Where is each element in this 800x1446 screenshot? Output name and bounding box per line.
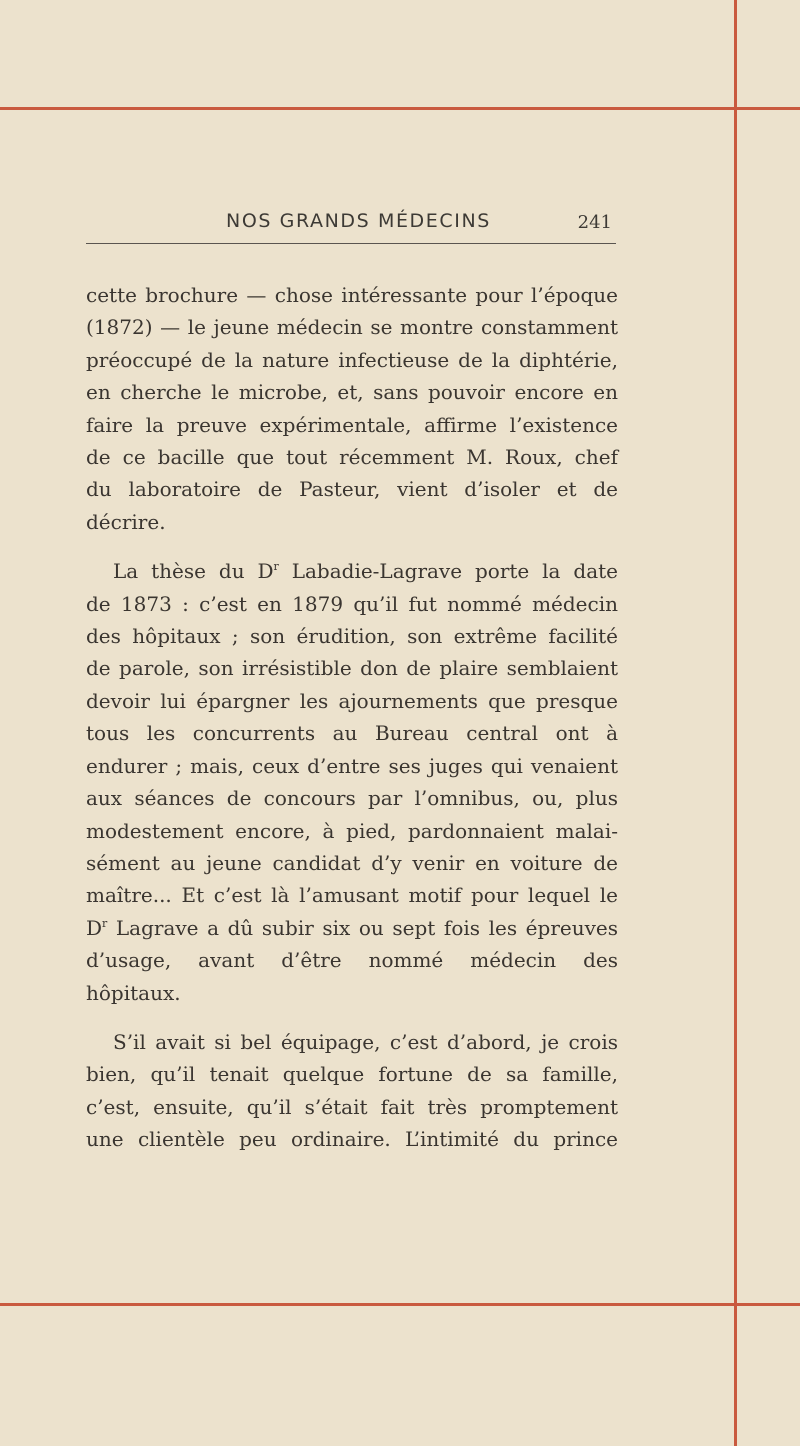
text-line: cette brochure — chose intéressante pour l’époque: [86, 283, 618, 307]
text-fragment: D: [86, 915, 103, 940]
bottom-margin-rule: [0, 1303, 800, 1306]
text-line: endurer ; mais, ceux d’entre ses juges qui venaient: [86, 753, 618, 778]
text-line: modestement encore, à pied, pardonnaient malai-: [86, 818, 618, 843]
text-line: des hôpitaux ; son érudition, son extrême facilité: [86, 624, 618, 649]
page-number: 241: [577, 212, 612, 233]
text-line: maître... Et c’est là l’amusant motif pour lequel le: [86, 883, 618, 908]
superscript: r: [102, 916, 108, 930]
text-line: du laboratoire de Pasteur, vient d’isoler et de: [86, 477, 618, 502]
text-line: bien, qu’il tenait quelque fortune de sa famille,: [86, 1062, 618, 1087]
superscript: r: [273, 560, 279, 574]
text-line: (1872) — le jeune médecin se montre constamment: [86, 315, 618, 340]
paragraph-3: [86, 1026, 618, 1156]
text-line: décrire.: [86, 509, 166, 534]
text-line: une clientèle peu ordinaire. L’intimité du prince: [86, 1127, 618, 1152]
text-fragment: Lagrave a dû subir six ou sept fois les épreuves: [107, 915, 618, 940]
text-line: devoir lui épargner les ajournements que presque: [86, 688, 618, 713]
text-fragment: La thèse du D: [113, 559, 274, 584]
right-margin-rule: [734, 0, 737, 1446]
page-header: [86, 210, 616, 242]
text-line: [86, 912, 618, 944]
text-line: [86, 1026, 618, 1058]
text-line: [86, 555, 618, 587]
text-line: en cherche le microbe, et, sans pouvoir encore en: [86, 380, 618, 405]
text-line: de ce bacille que tout récemment M. Roux, chef: [86, 445, 618, 470]
text-line: de parole, son irrésistible don de plaire semblaient: [86, 656, 618, 681]
text-line: de 1873 : c’est en 1879 qu’il fut nommé médecin: [86, 591, 618, 616]
text-line: sément au jeune candidat d’y venir en voiture de: [86, 850, 618, 875]
paragraph-2: [86, 555, 618, 1009]
text-line: c’est, ensuite, qu’il s’était fait très promptement: [86, 1094, 618, 1119]
text-line: hôpitaux.: [86, 980, 181, 1005]
text-line: préoccupé de la nature infectieuse de la diphtérie,: [86, 347, 618, 372]
running-title: NOS GRANDS MÉDECINS: [226, 210, 491, 232]
text-line: d’usage, avant d’être nommé médecin des: [86, 948, 618, 973]
body-text: [86, 279, 618, 1173]
text-line: faire la preuve expérimentale, affirme l’existence: [86, 412, 618, 437]
paragraph-1: [86, 279, 618, 538]
text-fragment: S’il avait si bel équipage, c’est d’abord, je crois: [113, 1029, 618, 1054]
text-line: aux séances de concours par l’omnibus, ou, plus: [86, 786, 618, 811]
header-rule: [86, 243, 616, 244]
text-line: tous les concurrents au Bureau central ont à: [86, 721, 618, 746]
top-margin-rule: [0, 107, 800, 110]
text-fragment: Labadie-Lagrave porte la date: [278, 559, 618, 584]
